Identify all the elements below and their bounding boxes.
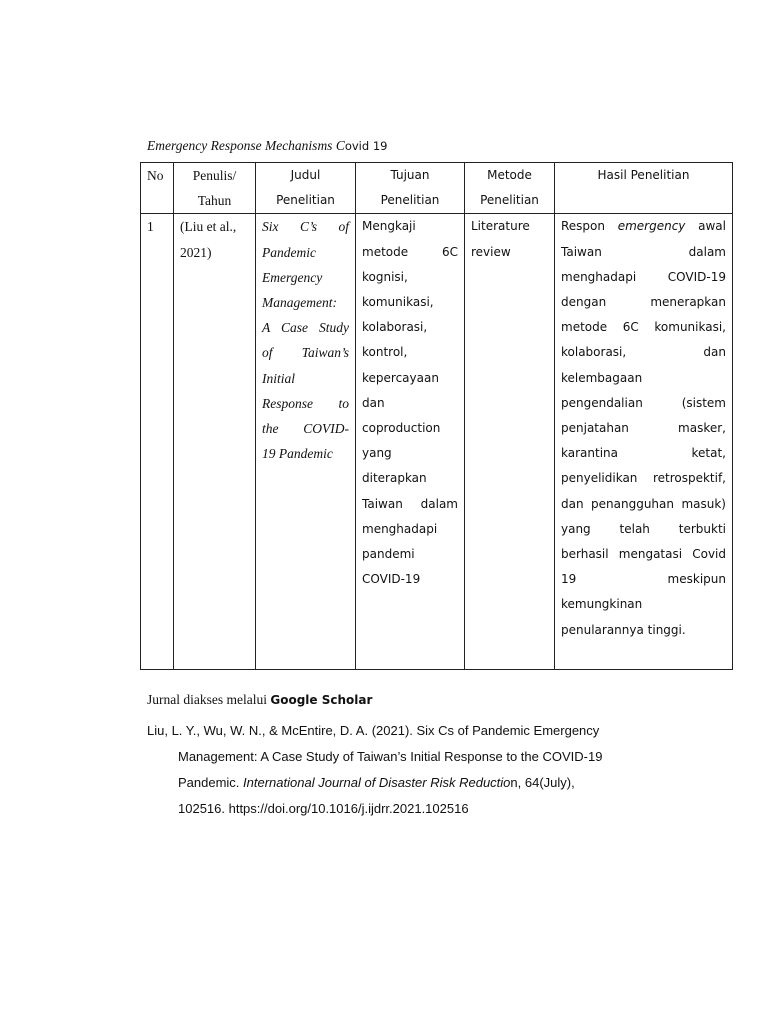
- cell-line: yang: [362, 446, 392, 461]
- cell-line: Mengkaji: [362, 219, 416, 234]
- cell-method: [465, 214, 555, 670]
- cell-line: berhasil mengatasi Covid: [561, 547, 726, 562]
- cell-line: dan penangguhan masuk): [561, 496, 726, 511]
- header-text: Tujuan: [390, 168, 430, 182]
- reference-line: [147, 770, 677, 796]
- cell-line: 19 meskipun: [561, 572, 726, 587]
- cell-line: dengan menerapkan: [561, 295, 726, 310]
- cell-purpose: [356, 214, 465, 670]
- cell-line: pandemi: [362, 547, 415, 562]
- caption-rest: ovid 19: [344, 139, 388, 153]
- header-title: [256, 163, 356, 214]
- reference-line: Management: A Case Study of Taiwan’s Initial Response to the COVID-19: [178, 749, 603, 764]
- cell-result: [555, 214, 733, 670]
- cell-line: diterapkan: [362, 471, 427, 486]
- cell-line: Six C’s of: [262, 219, 349, 235]
- cell-title: [256, 214, 356, 670]
- journal-name: International Journal of Disaster Risk Reductio: [243, 775, 511, 790]
- cell-line: metode 6C komunikasi,: [561, 320, 726, 335]
- header-row: [141, 163, 733, 214]
- caption-italic: Emergency Response Mechanisms C: [147, 138, 345, 153]
- cell-line: menghadapi: [362, 521, 438, 536]
- cell-line: COVID-19: [362, 572, 421, 587]
- reference-text: Pandemic.: [178, 775, 244, 790]
- header-text: Metode: [487, 168, 532, 182]
- cell-line: kognisi,: [362, 269, 408, 284]
- cell-line: Emergency: [262, 269, 323, 285]
- header-text: Penulis/: [192, 168, 237, 183]
- cell-line: pengendalian (sistem: [561, 395, 726, 410]
- cell-author: [174, 214, 256, 670]
- cell-line: metode 6C: [362, 244, 458, 259]
- header-text: Judul: [290, 168, 321, 182]
- table-caption: [147, 137, 387, 155]
- cell-line: yang telah terbukti: [561, 521, 726, 536]
- header-text: Tahun: [197, 193, 232, 209]
- cell-line: review: [471, 244, 511, 259]
- header-purpose: [356, 163, 465, 214]
- access-source: Google Scholar: [270, 693, 373, 707]
- cell-line: 2021): [180, 244, 212, 260]
- cell-line: kolaborasi, dan: [561, 345, 726, 360]
- cell-line: komunikasi,: [362, 295, 434, 310]
- header-text: Hasil Penelitian: [597, 168, 690, 182]
- access-note-text: Jurnal diakses melalui: [147, 692, 271, 707]
- cell-line: kelembagaan: [561, 370, 643, 385]
- cell-line: menghadapi COVID-19: [561, 269, 726, 284]
- header-no: [141, 163, 174, 214]
- cell-line: kepercayaan: [362, 370, 439, 385]
- cell-line: Respon emergency awal: [561, 219, 726, 234]
- cell-line: kontrol,: [362, 345, 408, 360]
- cell-line: the COVID-: [262, 421, 349, 437]
- cell-line: Taiwan dalam: [561, 244, 726, 259]
- cell-line: dan: [362, 395, 385, 410]
- header-result: [555, 163, 733, 214]
- reference-doi[interactable]: 102516. https://doi.org/10.1016/j.ijdrr.2021.102516: [178, 801, 469, 816]
- reference-entry: [147, 718, 677, 822]
- research-table: [140, 162, 733, 670]
- cell-line: (Liu et al.,: [180, 219, 237, 235]
- header-text: Penelitian: [276, 193, 335, 208]
- reference-text: n, 64(July),: [510, 775, 575, 790]
- reference-line: Liu, L. Y., Wu, W. N., & McEntire, D. A. (2021). Six Cs of Pandemic Emergency: [147, 723, 600, 738]
- cell-line: Taiwan dalam: [362, 496, 458, 511]
- cell-line: coproduction: [362, 421, 441, 436]
- header-method: [465, 163, 555, 214]
- table-row: [141, 214, 733, 670]
- cell-line: kolaborasi,: [362, 320, 428, 335]
- cell-line: Initial: [262, 370, 295, 386]
- cell-line: Response to: [262, 395, 349, 411]
- cell-line: karantina ketat,: [561, 446, 726, 461]
- header-text: Penelitian: [480, 193, 539, 208]
- cell-line: of Taiwan’s: [262, 345, 349, 361]
- header-text: No: [147, 168, 164, 183]
- cell-line: Pandemic: [262, 244, 316, 260]
- cell-line: penjatahan masker,: [561, 421, 726, 436]
- header-author: [174, 163, 256, 214]
- cell-line: A Case Study: [262, 320, 349, 336]
- cell-line: penyelidikan retrospektif,: [561, 471, 726, 486]
- cell-line: Management:: [262, 295, 337, 311]
- cell-line: 19 Pandemic: [262, 446, 333, 462]
- cell-no: [141, 214, 174, 670]
- cell-line: Literature: [471, 219, 530, 234]
- row-number: 1: [147, 219, 154, 235]
- cell-line: kemungkinan: [561, 597, 643, 612]
- access-note: [147, 691, 372, 709]
- cell-line: penularannya tinggi.: [561, 622, 686, 637]
- header-text: Penelitian: [380, 193, 440, 208]
